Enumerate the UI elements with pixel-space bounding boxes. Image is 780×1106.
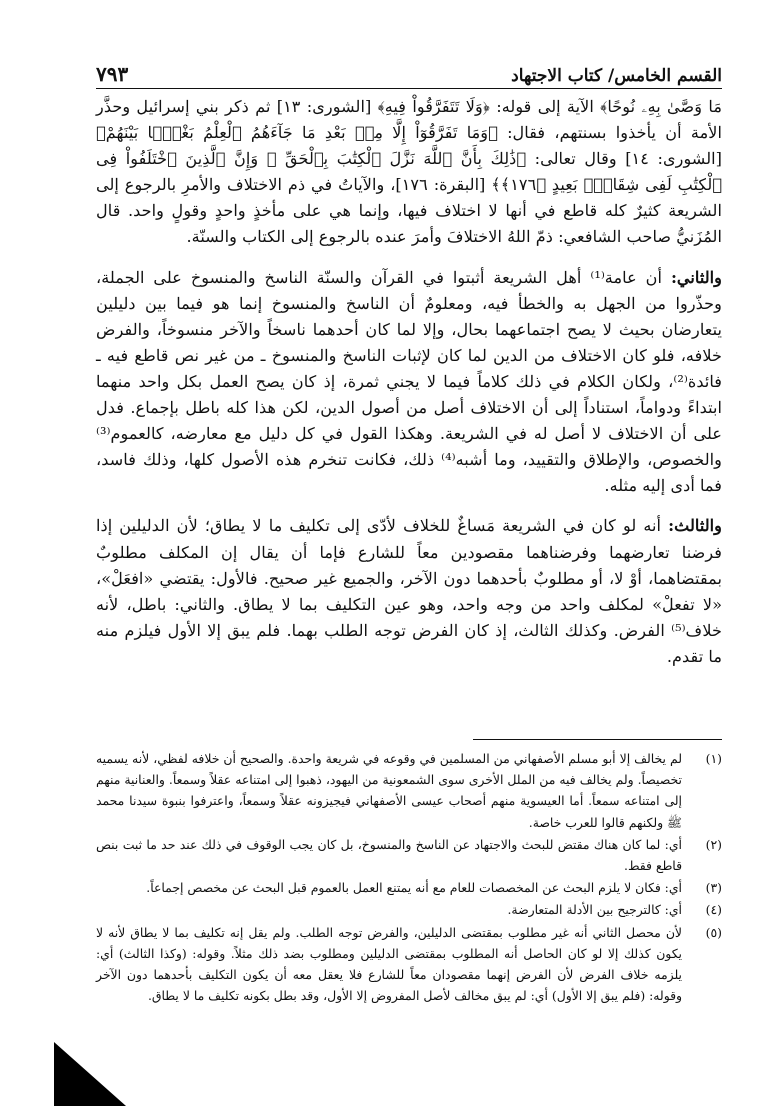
footnote-number: (١) <box>705 751 722 766</box>
footnote-text: أي: كالترجيح بين الأدلة المتعارضة. <box>507 902 682 918</box>
footnote-5 <box>96 922 722 1007</box>
footnote-number: (٣) <box>705 880 722 896</box>
paragraph-1: مَا وَصَّىٰ بِهِۦ نُوحًا﴾ الآية إلى قوله: ﴿وَلَا تَتَفَرَّقُواْ فِيهِ﴾ [الشورى: ١٣] ثم ذكر بني إسرائيل وحذَّر الأمة أن يأخذوا بسنتهم، فقال: ﴿وَمَا تَفَرَّقُوٓاْ إِلَّا مِنۢ بَعْدِ مَا جَآءَهُمُ ٱلْعِلْمُ بَغْيًۢا بَيْنَهُمْ﴾ [الشورى: ١٤] وقال تعالى: ﴿ذَٰلِكَ بِأَنَّ ٱللَّهَ نَزَّلَ ٱلْكِتَٰبَ بِٱلْحَقِّ ۗ وَإِنَّ ٱلَّذِينَ ٱخْتَلَفُواْ فِى ٱلْكِتَٰبِ لَفِى شِقَاقٍۭ بَعِيدٍ ﴿١٧٦﴾﴾ [البقرة: ١٧٦]، والآياتُ في ذم الاختلاف والأمرِ بالرجوع إلى الشريعة كثيرٌ كله قاطع في أنها لا اختلاف فيها، وإنما هي على مأخذٍ واحدٍ وقولٍ واحد. قال المُزَنيُّ صاحب الشافعي: ذمّ اللهُ الاختلافَ وأمرَ عنده بالرجوع إلى الكتاب والسنّة. <box>96 97 722 247</box>
footnote-rule <box>473 739 722 740</box>
header-title: القسم الخامس/ كتاب الاجتهاد <box>511 66 722 86</box>
main-text <box>96 94 722 670</box>
paragraph-3-lead: والثالث: <box>668 516 722 536</box>
footnote-1 <box>96 748 722 833</box>
footnote-text: لم يخالف إلا أبو مسلم الأصفهاني من المسلمين في وقوعه في شريعة واحدة. والصحيح أن خلافه لفظي، لأنه يسميه تخصيصاً. ولم يخالف فيه من الملل الأخرى سوى الشمعونية من اليهود، ذهبوا إلى امتناعه عقلاً وسمعاً. والعنانية منهم إلى امتناعه سمعاً. أما العيسوية منهم أصحاب عيسى الأصفهاني فيجيزونه عقلاً وسمعاً، واعترفوا بنبوة سيدنا محمد ﷺ ولكنهم قالوا للعرب خاصة. <box>96 751 682 830</box>
header-rule <box>96 88 722 89</box>
page-number: ٧٩٣ <box>96 62 129 86</box>
paragraph-3 <box>96 513 722 670</box>
footnote-text: أي: فكان لا يلزم البحث عن المخصصات للعام مع أنه يمتنع العمل بالعموم قبل البحث عن مخصص إجماعاً. <box>146 880 682 896</box>
paragraph-2-lead: والثاني: <box>670 267 722 287</box>
footnote-number: (٢) <box>705 836 722 852</box>
footnotes <box>96 748 722 1007</box>
footnote-text: أي: لما كان هناك مقتض للبحث والاجتهاد عن الناسخ والمنسوخ، بل كان يجب الوقوف في ذلك عند حد ما ثبت بنص قاطع فقط. <box>96 836 682 874</box>
scan-corner-shadow <box>54 1042 126 1106</box>
footnote-text: لأن محصل الثاني أنه غير مطلوب بمقتضى الدليلين، والفرض توجه الطلب. ولم يقل إنه تكليف بما لا يطاق لأنه لا يكون كذلك إلا لو كان الحاصل أنه المطلوب بمقتضى الدليلين ومطلوب بضد ذلك مثلاً. وقوله: (وكذا الثالث) أي: يلزمه خلاف الفرض لأن الفرض إنهما مقصودان معاً للشارع فلا يعقل معه أن يكون التكليف بأحدهما دون الآخر وقوله: (فلم يبق إلا الأول) أي: لم يبق مخالف لأصل المفروض إلا الأول، وقد بطل بكونه تكليف ما لا يطاق. <box>96 924 682 1004</box>
paragraph-3-body: أنه لو كان في الشريعة مَساغٌ للخلاف لأدّى إلى تكليف ما لا يطاق؛ لأن الدليلين إذا فرضنا تعارضهما وفرضناهما مقصودين معاً للشارع فإما أن يقال إن المكلف مطلوبٌ بمقتضاهما، أوْ لا، أو مطلوبٌ بأحدهما دون الآخر، والجميع غير صحيح. فالأول: يقتضي «افعَلْ»، «لا تفعلْ» لمكلف واحد من وجه واحد، وهو عين التكليف بما لا يطاق. والثاني: باطل، لأنه خلاف⁽⁵⁾ الفرض. وكذلك الثالث، إذ كان الفرض توجه الطلب بهما. فلم يبق إلا الأول فيلزم منه ما تقدم. <box>96 516 722 666</box>
footnote-3 <box>96 877 722 898</box>
footnote-number: (٥) <box>705 924 722 940</box>
footnote-2 <box>96 834 722 876</box>
paragraph-2 <box>96 265 722 500</box>
footnote-number: (٤) <box>705 902 722 918</box>
footnote-4 <box>96 899 722 920</box>
paragraph-2-body: أن عامة⁽¹⁾ أهل الشريعة أثبتوا في القرآن والسنّة الناسخ والمنسوخ على الجملة، وحذّروا من الجهل به والخطأ فيه، ومعلومٌ أن الناسخ والمنسوخ إنما هو فيما بين دليلين يتعارضان بحيث لا يصح اجتماعهما بحال، وإلا لما كان أحدهما ناسخاً والآخر منسوخاً، والفرض خلافه، فلو كان الاختلاف من الدين لما كان لإثبات الناسخ والمنسوخ ـ من غير نص قاطع فيه ـ فائدة⁽²⁾، ولكان الكلام في ذلك كلاماً فيما لا يجني ثمرة، إذ كان يصح العمل بكل واحد منهما ابتداءً ودواماً، استناداً إلى أن الاختلاف أصل من أصول الدين، لكن هذا كله باطل بإجماع. فدل على أن الاختلاف لا أصل له في الشريعة. وهكذا القول في كل دليل مع معارضه، كالعموم⁽³⁾ والخصوص، والإطلاق والتقييد، وما أشبه⁽⁴⁾ ذلك، فكانت تنخرم هذه الأصول كلها، وذلك فاسد، فما أدى إليه مثله. <box>96 267 722 496</box>
running-header <box>96 52 722 86</box>
